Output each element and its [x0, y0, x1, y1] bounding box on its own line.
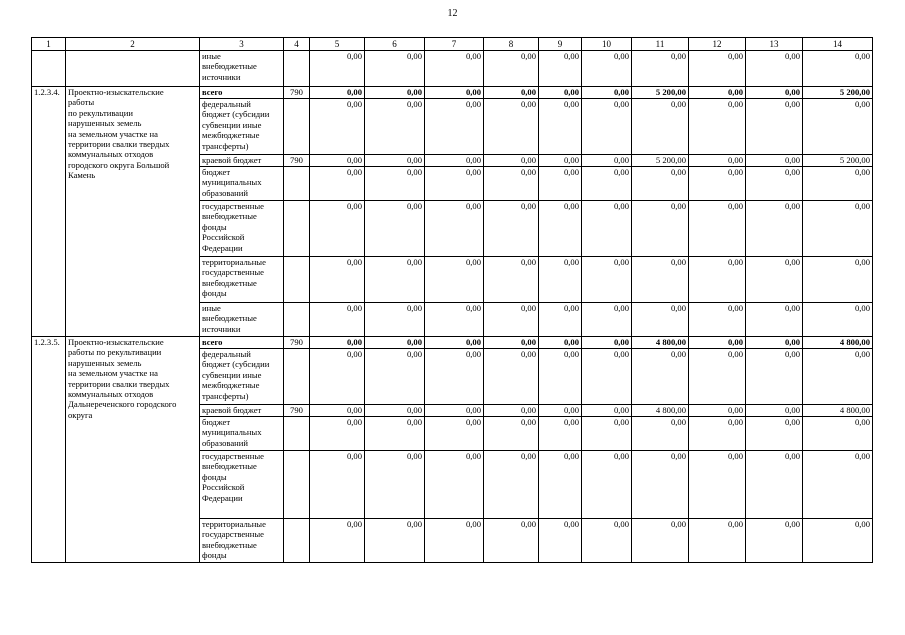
amount-cell: 0,00 — [803, 417, 873, 451]
funding-source-line: краевой бюджет — [202, 405, 262, 415]
amount-cell: 0,00 — [632, 167, 689, 201]
item-name-line: нарушенных земель — [68, 118, 142, 129]
amount-cell: 4 800,00 — [632, 337, 689, 349]
funding-source — [200, 417, 284, 451]
funding-source — [200, 257, 284, 303]
funding-source-line: образований — [202, 437, 248, 448]
amount-cell: 0,00 — [365, 201, 425, 257]
amount-cell: 0,00 — [746, 337, 803, 349]
amount-cell: 0,00 — [803, 349, 873, 405]
funding-source-line: государственные — [202, 267, 264, 278]
amount-cell: 0,00 — [746, 349, 803, 405]
funding-source-line: бюджет (субсидии — [202, 359, 270, 370]
amount-cell: 0,00 — [582, 405, 632, 417]
amount-cell: 4 800,00 — [803, 405, 873, 417]
funding-source — [200, 337, 284, 349]
amount-cell: 0,00 — [689, 405, 746, 417]
amount-cell: 0,00 — [425, 349, 484, 405]
amount-cell: 0,00 — [746, 303, 803, 337]
amount-cell: 0,00 — [582, 201, 632, 257]
funding-source — [200, 405, 284, 417]
header-cell: 4 — [284, 38, 310, 51]
funding-source-line: краевой бюджет — [202, 155, 262, 165]
amount-cell: 0,00 — [425, 405, 484, 417]
amount-cell: 0,00 — [689, 155, 746, 167]
funding-source-line: Федерации — [202, 242, 243, 253]
amount-cell: 0,00 — [365, 349, 425, 405]
amount-cell: 0,00 — [632, 349, 689, 405]
budget-code: 790 — [284, 87, 310, 99]
amount-cell: 0,00 — [425, 87, 484, 99]
item-name-line: Камень — [68, 170, 96, 181]
funding-source-line: муниципальных — [202, 427, 262, 438]
funding-source — [200, 167, 284, 201]
amount-cell: 0,00 — [803, 51, 873, 87]
funding-source-line: межбюджетные — [202, 380, 260, 391]
budget-code: 790 — [284, 155, 310, 167]
funding-source-line: внебюджетные — [202, 539, 257, 550]
amount-cell: 0,00 — [484, 349, 539, 405]
amount-cell: 0,00 — [484, 155, 539, 167]
amount-cell: 0,00 — [539, 519, 582, 563]
amount-cell: 0,00 — [746, 257, 803, 303]
amount-cell: 0,00 — [539, 155, 582, 167]
amount-cell: 0,00 — [425, 167, 484, 201]
amount-cell: 0,00 — [484, 167, 539, 201]
item-name-line: на земельном участке на — [68, 368, 158, 379]
funding-source-line: бюджет — [202, 417, 231, 427]
amount-cell: 0,00 — [484, 87, 539, 99]
header-cell: 9 — [539, 38, 582, 51]
funding-source-line: всего — [202, 337, 223, 347]
budget-code — [284, 519, 310, 563]
amount-cell: 0,00 — [539, 99, 582, 155]
amount-cell: 0,00 — [803, 451, 873, 519]
header-cell: 12 — [689, 38, 746, 51]
item-name — [66, 87, 200, 337]
amount-cell: 0,00 — [803, 201, 873, 257]
amount-cell: 0,00 — [310, 405, 365, 417]
funding-source-line: источники — [202, 323, 241, 334]
funding-source-line: внебюджетные — [202, 313, 257, 324]
amount-cell: 0,00 — [539, 257, 582, 303]
funding-source-line: федеральный — [202, 99, 251, 109]
funding-source-line: образований — [202, 187, 248, 198]
funding-source — [200, 87, 284, 99]
funding-source-line: Российской — [202, 232, 245, 243]
funding-source — [200, 451, 284, 519]
funding-source — [200, 99, 284, 155]
amount-cell: 0,00 — [310, 337, 365, 349]
amount-cell: 4 800,00 — [803, 337, 873, 349]
amount-cell: 0,00 — [310, 155, 365, 167]
item-name-line: коммунальных отходов — [68, 149, 154, 160]
amount-cell: 5 200,00 — [803, 87, 873, 99]
budget-code — [284, 303, 310, 337]
budget-code: 790 — [284, 337, 310, 349]
item-name-line: Проектно-изыскательские — [68, 337, 164, 347]
funding-source-line: фонды — [202, 288, 227, 299]
item-code: 1.2.3.5. — [32, 337, 66, 563]
funding-source-line: фонды — [202, 221, 227, 232]
budget-code — [284, 257, 310, 303]
budget-code — [284, 451, 310, 519]
amount-cell: 5 200,00 — [632, 87, 689, 99]
amount-cell: 0,00 — [582, 87, 632, 99]
amount-cell: 0,00 — [425, 337, 484, 349]
header-cell: 6 — [365, 38, 425, 51]
funding-source-line: Российской — [202, 482, 245, 493]
amount-cell: 0,00 — [803, 167, 873, 201]
funding-source — [200, 155, 284, 167]
header-cell: 13 — [746, 38, 803, 51]
amount-cell: 0,00 — [310, 257, 365, 303]
funding-source — [200, 519, 284, 563]
amount-cell: 0,00 — [425, 155, 484, 167]
budget-code — [284, 167, 310, 201]
amount-cell: 0,00 — [803, 303, 873, 337]
amount-cell: 0,00 — [484, 303, 539, 337]
amount-cell: 0,00 — [425, 451, 484, 519]
amount-cell: 0,00 — [310, 303, 365, 337]
amount-cell: 0,00 — [425, 303, 484, 337]
funding-source-line: иные — [202, 303, 221, 313]
amount-cell: 0,00 — [746, 155, 803, 167]
amount-cell: 0,00 — [632, 417, 689, 451]
amount-cell: 0,00 — [425, 99, 484, 155]
amount-cell: 0,00 — [582, 155, 632, 167]
amount-cell: 0,00 — [689, 257, 746, 303]
funding-source-line: Федерации — [202, 492, 243, 503]
amount-cell: 0,00 — [582, 167, 632, 201]
amount-cell: 0,00 — [484, 417, 539, 451]
item-name — [66, 51, 200, 87]
funding-source-line: иные — [202, 51, 221, 61]
funding-source-line: фонды — [202, 550, 227, 561]
amount-cell: 0,00 — [539, 201, 582, 257]
amount-cell: 0,00 — [582, 51, 632, 87]
amount-cell: 0,00 — [484, 51, 539, 87]
amount-cell: 0,00 — [746, 519, 803, 563]
amount-cell: 0,00 — [365, 405, 425, 417]
amount-cell: 0,00 — [484, 519, 539, 563]
amount-cell: 0,00 — [365, 257, 425, 303]
funding-source-line: трансферты) — [202, 140, 249, 151]
budget-code: 790 — [284, 405, 310, 417]
header-cell: 14 — [803, 38, 873, 51]
item-name-line: территории свалки твердых — [68, 378, 170, 389]
amount-cell: 0,00 — [582, 257, 632, 303]
funding-source-line: федеральный — [202, 349, 251, 359]
amount-cell: 5 200,00 — [803, 155, 873, 167]
item-name-line: коммунальных отходов — [68, 389, 154, 400]
amount-cell: 0,00 — [310, 167, 365, 201]
amount-cell: 0,00 — [689, 87, 746, 99]
amount-cell: 0,00 — [689, 337, 746, 349]
amount-cell: 0,00 — [689, 451, 746, 519]
amount-cell: 0,00 — [365, 337, 425, 349]
table-row — [32, 337, 873, 349]
funding-source-line: внебюджетные — [202, 211, 257, 222]
budget-code — [284, 51, 310, 87]
amount-cell: 0,00 — [582, 337, 632, 349]
amount-cell: 0,00 — [365, 519, 425, 563]
amount-cell: 0,00 — [365, 303, 425, 337]
amount-cell: 0,00 — [484, 201, 539, 257]
amount-cell: 0,00 — [484, 257, 539, 303]
amount-cell: 0,00 — [689, 417, 746, 451]
funding-source-line: территориальные — [202, 519, 266, 529]
amount-cell: 0,00 — [365, 167, 425, 201]
amount-cell: 0,00 — [365, 99, 425, 155]
item-name-line: Проектно-изыскательские — [68, 87, 164, 97]
amount-cell: 0,00 — [689, 303, 746, 337]
amount-cell: 0,00 — [803, 99, 873, 155]
item-name-line: на земельном участке на — [68, 128, 158, 139]
page-number: 12 — [447, 8, 458, 19]
amount-cell: 0,00 — [539, 451, 582, 519]
funding-source-line: внебюджетные — [202, 277, 257, 288]
amount-cell: 0,00 — [746, 405, 803, 417]
header-cell: 8 — [484, 38, 539, 51]
item-name-line: территории свалки твердых — [68, 139, 170, 150]
amount-cell: 0,00 — [746, 451, 803, 519]
amount-cell: 0,00 — [689, 167, 746, 201]
amount-cell: 0,00 — [539, 417, 582, 451]
amount-cell: 0,00 — [365, 417, 425, 451]
amount-cell: 0,00 — [365, 51, 425, 87]
amount-cell: 0,00 — [425, 201, 484, 257]
amount-cell: 0,00 — [365, 87, 425, 99]
funding-source-line: источники — [202, 71, 241, 82]
amount-cell: 0,00 — [539, 51, 582, 87]
funding-source-line: фонды — [202, 471, 227, 482]
funding-source-line: субвенции иные — [202, 369, 262, 380]
amount-cell: 0,00 — [310, 349, 365, 405]
item-name-line: работы — [68, 97, 95, 108]
item-name-line: по рекультивации — [68, 107, 133, 118]
item-name — [66, 337, 200, 563]
funding-source-line: территориальные — [202, 257, 266, 267]
item-name-line: работы по рекультивации — [68, 347, 162, 358]
amount-cell: 0,00 — [632, 519, 689, 563]
budget-code — [284, 99, 310, 155]
item-name-line: городского округа Большой — [68, 159, 170, 170]
amount-cell: 0,00 — [484, 99, 539, 155]
amount-cell: 0,00 — [310, 87, 365, 99]
header-row — [32, 38, 873, 51]
header-cell: 10 — [582, 38, 632, 51]
budget-table — [31, 37, 873, 563]
budget-code — [284, 201, 310, 257]
item-code — [32, 51, 66, 87]
amount-cell: 0,00 — [425, 257, 484, 303]
amount-cell: 0,00 — [310, 519, 365, 563]
header-cell: 3 — [200, 38, 284, 51]
funding-source — [200, 349, 284, 405]
amount-cell: 0,00 — [803, 519, 873, 563]
amount-cell: 0,00 — [365, 155, 425, 167]
amount-cell: 0,00 — [632, 451, 689, 519]
funding-source-line: бюджет (субсидии — [202, 109, 270, 120]
funding-source-line: внебюджетные — [202, 461, 257, 472]
amount-cell: 0,00 — [425, 519, 484, 563]
amount-cell: 0,00 — [425, 417, 484, 451]
funding-source-line: субвенции иные — [202, 119, 262, 130]
header-cell: 7 — [425, 38, 484, 51]
amount-cell: 0,00 — [746, 167, 803, 201]
funding-source-line: всего — [202, 87, 223, 97]
funding-source — [200, 201, 284, 257]
item-name-line: нарушенных земель — [68, 357, 142, 368]
item-name-line: округа — [68, 409, 93, 420]
amount-cell: 0,00 — [539, 349, 582, 405]
header-cell: 1 — [32, 38, 66, 51]
funding-source-line: муниципальных — [202, 177, 262, 188]
amount-cell: 0,00 — [746, 417, 803, 451]
amount-cell: 0,00 — [539, 337, 582, 349]
item-name-line: Дальнереченского городского — [68, 399, 177, 410]
funding-source-line: бюджет — [202, 167, 231, 177]
amount-cell: 0,00 — [689, 519, 746, 563]
amount-cell: 0,00 — [632, 303, 689, 337]
amount-cell: 0,00 — [539, 405, 582, 417]
table-row — [32, 51, 873, 87]
amount-cell: 0,00 — [689, 99, 746, 155]
funding-source — [200, 303, 284, 337]
header-cell: 11 — [632, 38, 689, 51]
amount-cell: 5 200,00 — [632, 155, 689, 167]
amount-cell: 0,00 — [425, 51, 484, 87]
amount-cell: 0,00 — [582, 519, 632, 563]
amount-cell: 0,00 — [632, 51, 689, 87]
funding-source-line: государственные — [202, 529, 264, 540]
amount-cell: 0,00 — [484, 405, 539, 417]
amount-cell: 0,00 — [746, 201, 803, 257]
amount-cell: 0,00 — [310, 451, 365, 519]
funding-source-line: государственные — [202, 451, 264, 461]
amount-cell: 0,00 — [539, 303, 582, 337]
amount-cell: 0,00 — [746, 87, 803, 99]
funding-source — [200, 51, 284, 87]
amount-cell: 0,00 — [746, 51, 803, 87]
funding-source-line: внебюджетные — [202, 61, 257, 72]
amount-cell: 0,00 — [803, 257, 873, 303]
funding-source-line: трансферты) — [202, 390, 249, 401]
funding-source-line: межбюджетные — [202, 130, 260, 141]
header-cell: 5 — [310, 38, 365, 51]
amount-cell: 0,00 — [689, 51, 746, 87]
amount-cell: 0,00 — [365, 451, 425, 519]
amount-cell: 0,00 — [582, 99, 632, 155]
item-code: 1.2.3.4. — [32, 87, 66, 337]
funding-source-line: государственные — [202, 201, 264, 211]
header-cell: 2 — [66, 38, 200, 51]
amount-cell: 4 800,00 — [632, 405, 689, 417]
amount-cell: 0,00 — [746, 99, 803, 155]
amount-cell: 0,00 — [689, 201, 746, 257]
amount-cell: 0,00 — [310, 51, 365, 87]
budget-code — [284, 349, 310, 405]
amount-cell: 0,00 — [539, 167, 582, 201]
amount-cell: 0,00 — [582, 303, 632, 337]
amount-cell: 0,00 — [582, 349, 632, 405]
table-row — [32, 87, 873, 99]
amount-cell: 0,00 — [582, 417, 632, 451]
amount-cell: 0,00 — [310, 417, 365, 451]
amount-cell: 0,00 — [582, 451, 632, 519]
amount-cell: 0,00 — [310, 201, 365, 257]
amount-cell: 0,00 — [310, 99, 365, 155]
amount-cell: 0,00 — [484, 337, 539, 349]
amount-cell: 0,00 — [689, 349, 746, 405]
amount-cell: 0,00 — [632, 257, 689, 303]
amount-cell: 0,00 — [632, 99, 689, 155]
amount-cell: 0,00 — [484, 451, 539, 519]
budget-code — [284, 417, 310, 451]
amount-cell: 0,00 — [632, 201, 689, 257]
amount-cell: 0,00 — [539, 87, 582, 99]
